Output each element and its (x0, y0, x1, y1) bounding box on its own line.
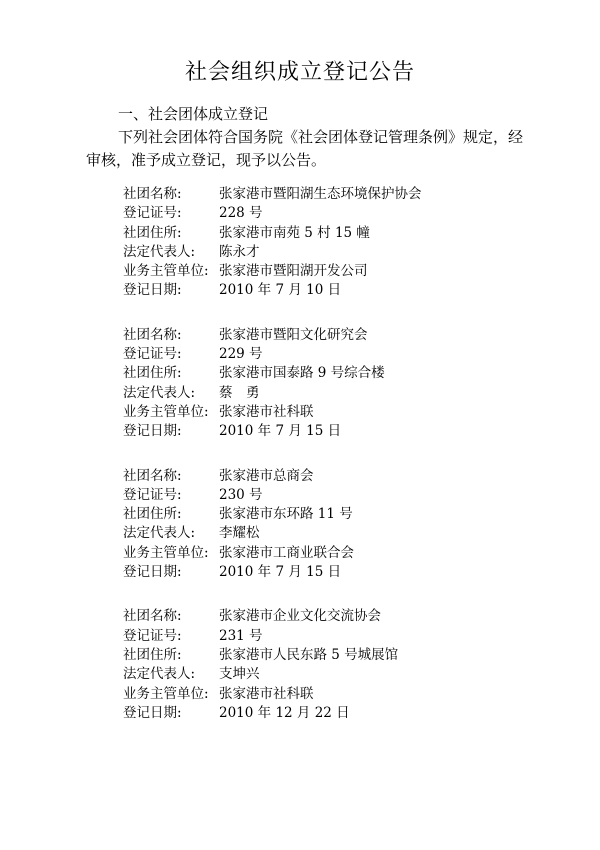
address-row (123, 505, 422, 524)
cert-row (123, 345, 422, 364)
address-label: 社团住所: (123, 646, 182, 663)
rep-value: 陈永才 (219, 243, 260, 260)
supervisor-value: 张家港市社科联 (219, 685, 314, 702)
rep-label: 法定代表人: (123, 243, 196, 260)
address-row (123, 224, 422, 243)
rep-row (123, 524, 422, 543)
name-label: 社团名称: (123, 467, 182, 484)
date-row (123, 704, 422, 723)
address-label: 社团住所: (123, 365, 182, 382)
rep-value: 李耀松 (219, 525, 260, 542)
rep-value: 支坤兴 (219, 666, 260, 683)
rep-row (123, 384, 422, 403)
address-value: 张家港市东环路 11 号 (219, 506, 353, 523)
date-row (123, 422, 422, 441)
address-label: 社团住所: (123, 506, 182, 523)
address-value: 张家港市人民东路 5 号城展馆 (219, 646, 399, 663)
address-row (123, 646, 422, 665)
rep-label: 法定代表人: (123, 666, 196, 683)
supervisor-label: 业务主管单位: (123, 403, 209, 420)
name-value: 张家港市暨阳文化研究会 (219, 326, 368, 343)
cert-row (123, 204, 422, 223)
cert-value: 230 号 (219, 486, 263, 503)
supervisor-row (123, 685, 422, 704)
rep-row (123, 665, 422, 684)
address-label: 社团住所: (123, 224, 182, 241)
date-label: 登记日期: (123, 282, 182, 299)
cert-label: 登记证号: (123, 346, 182, 363)
supervisor-label: 业务主管单位: (123, 685, 209, 702)
date-label: 登记日期: (123, 704, 182, 721)
cert-label: 登记证号: (123, 627, 182, 644)
supervisor-row (123, 403, 422, 422)
registration-record (123, 185, 422, 301)
registration-record (123, 326, 422, 442)
name-label: 社团名称: (123, 326, 182, 343)
name-row (123, 185, 422, 204)
supervisor-row (123, 262, 422, 281)
section-heading: 一、社会团体成立登记 (118, 105, 269, 123)
cert-label: 登记证号: (123, 205, 182, 222)
date-row (123, 281, 422, 300)
address-value: 张家港市南苑 5 村 15 幢 (219, 224, 370, 241)
name-row (123, 326, 422, 345)
cert-value: 229 号 (219, 346, 263, 363)
address-value: 张家港市国泰路 9 号综合楼 (219, 365, 385, 382)
registration-record (123, 607, 422, 723)
date-label: 登记日期: (123, 423, 182, 440)
rep-label: 法定代表人: (123, 384, 196, 401)
address-row (123, 364, 422, 383)
cert-row (123, 486, 422, 505)
date-row (123, 563, 422, 582)
date-value: 2010 年 7 月 10 日 (219, 282, 342, 299)
name-value: 张家港市暨阳湖生态环境保护协会 (219, 186, 422, 202)
rep-value: 蔡 勇 (219, 384, 260, 401)
name-row (123, 467, 422, 486)
date-value: 2010 年 7 月 15 日 (219, 423, 342, 440)
name-label: 社团名称: (123, 608, 182, 625)
name-row (123, 607, 422, 626)
date-value: 2010 年 12 月 22 日 (219, 704, 350, 721)
cert-row (123, 627, 422, 646)
name-label: 社团名称: (123, 186, 182, 202)
intro-paragraph: 下列社会团体符合国务院《社会团体登记管理条例》规定，经审核，准予成立登记，现予以公告。 (86, 128, 524, 169)
cert-value: 228 号 (219, 205, 263, 222)
registration-record (123, 467, 422, 583)
cert-label: 登记证号: (123, 486, 182, 503)
supervisor-row (123, 544, 422, 563)
supervisor-value: 张家港市社科联 (219, 403, 314, 420)
supervisor-label: 业务主管单位: (123, 544, 209, 561)
cert-value: 231 号 (219, 627, 263, 644)
supervisor-value: 张家港市暨阳湖开发公司 (219, 263, 368, 280)
registration-list (123, 185, 422, 748)
name-value: 张家港市企业文化交流协会 (219, 608, 381, 625)
rep-label: 法定代表人: (123, 525, 196, 542)
supervisor-value: 张家港市工商业联合会 (219, 544, 354, 561)
date-value: 2010 年 7 月 15 日 (219, 564, 342, 581)
page-title: 社会组织成立登记公告 (184, 60, 415, 85)
rep-row (123, 243, 422, 262)
date-label: 登记日期: (123, 564, 182, 581)
name-value: 张家港市总商会 (219, 467, 314, 484)
supervisor-label: 业务主管单位: (123, 263, 209, 280)
